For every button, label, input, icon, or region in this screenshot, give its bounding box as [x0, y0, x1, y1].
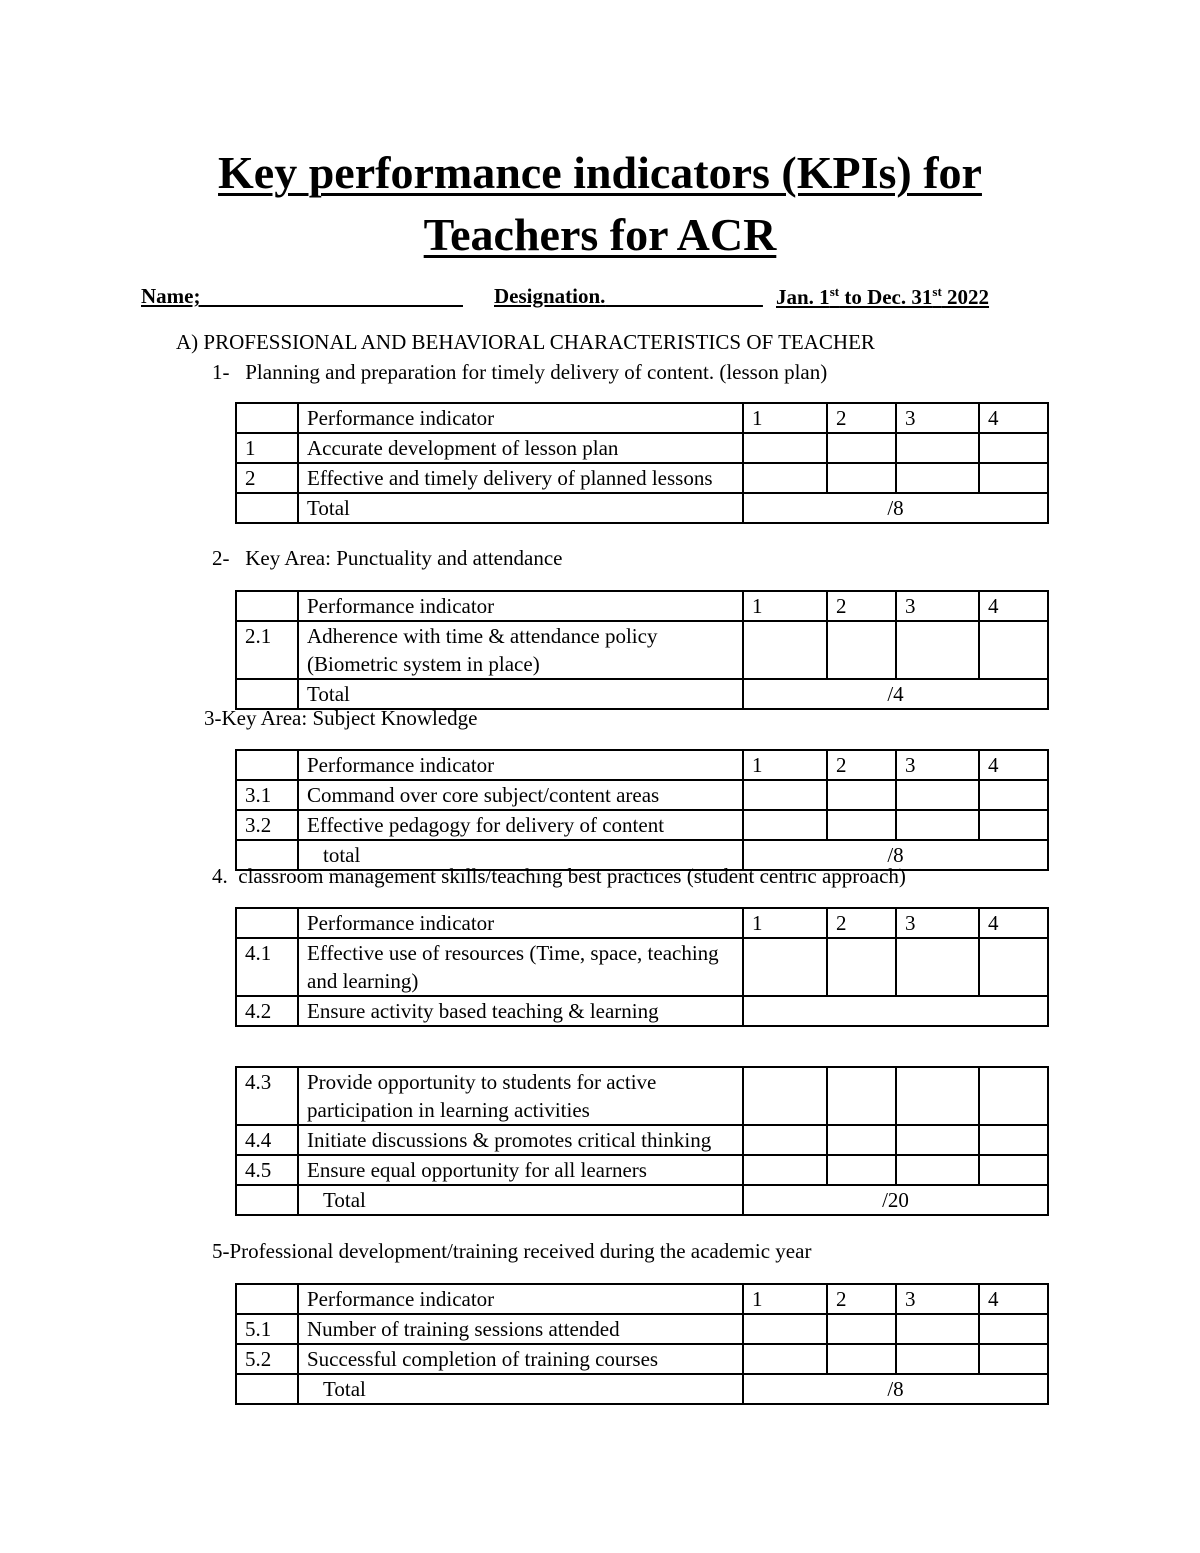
total-value: /8	[743, 1374, 1048, 1404]
table-cell	[236, 493, 298, 523]
name-field-label: Name;	[141, 284, 201, 308]
column-header-score-3: 3	[896, 908, 979, 938]
total-label: Total	[298, 1374, 743, 1404]
total-label: total	[298, 840, 743, 870]
total-label: Total	[298, 1185, 743, 1215]
column-header-score-4: 4	[979, 591, 1048, 621]
column-header-indicator: Performance indicator	[298, 908, 743, 938]
total-label: Total	[298, 493, 743, 523]
table-cell	[236, 908, 298, 938]
area-3-table	[235, 749, 1049, 871]
table-cell	[236, 1374, 298, 1404]
indicator-text: Accurate development of lesson plan	[298, 433, 743, 463]
document-title-line-2: Teachers for ACR	[423, 209, 777, 260]
table-cell	[236, 591, 298, 621]
table-cell	[236, 403, 298, 433]
table-header-row	[236, 750, 1048, 780]
column-header-score-1: 1	[743, 908, 827, 938]
total-value: /20	[743, 1185, 1048, 1215]
indicator-text: Successful completion of training courses	[298, 1344, 743, 1374]
row-number: 4.5	[236, 1155, 298, 1185]
column-header-indicator: Performance indicator	[298, 403, 743, 433]
table-row	[236, 780, 1048, 810]
score-cell[interactable]	[896, 1125, 979, 1155]
score-cell[interactable]	[827, 1344, 896, 1374]
score-cell[interactable]	[979, 780, 1048, 810]
column-header-score-4: 4	[979, 750, 1048, 780]
table-cell	[236, 1185, 298, 1215]
score-cell[interactable]	[979, 1125, 1048, 1155]
table-header-row	[236, 591, 1048, 621]
table-header-row	[236, 403, 1048, 433]
column-header-score-2: 2	[827, 403, 896, 433]
area-2-table	[235, 590, 1049, 710]
indicator-text: Effective pedagogy for delivery of content	[298, 810, 743, 840]
total-row	[236, 493, 1048, 523]
indicator-text: Adherence with time & attendance policy (Biometric system in place)	[298, 621, 743, 679]
table-row	[236, 1344, 1048, 1374]
score-cell[interactable]	[743, 1344, 827, 1374]
row-number: 4.3	[236, 1067, 298, 1125]
area-1-heading: 1- Planning and preparation for timely delivery of content. (lesson plan)	[212, 360, 828, 384]
column-header-score-2: 2	[827, 750, 896, 780]
table-row	[236, 463, 1048, 493]
table-row	[236, 996, 1048, 1026]
area-2-heading: 2- Key Area: Punctuality and attendance	[212, 546, 563, 570]
score-cell[interactable]	[827, 1155, 896, 1185]
table-header-row	[236, 908, 1048, 938]
area-3-heading: 3-Key Area: Subject Knowledge	[204, 706, 478, 730]
score-cell[interactable]	[743, 1067, 827, 1125]
row-number: 2.1	[236, 621, 298, 679]
document-title-line-1: Key performance indicators (KPIs) for	[218, 147, 982, 198]
score-cell[interactable]	[979, 621, 1048, 679]
column-header-score-2: 2	[827, 1284, 896, 1314]
row-number: 4.4	[236, 1125, 298, 1155]
column-header-score-2: 2	[827, 591, 896, 621]
row-number: 3.1	[236, 780, 298, 810]
total-value: /8	[743, 840, 1048, 870]
score-cell[interactable]	[743, 1155, 827, 1185]
total-label: Total	[298, 679, 743, 709]
score-cell[interactable]	[827, 810, 896, 840]
column-header-score-3: 3	[896, 750, 979, 780]
row-number: 5.1	[236, 1314, 298, 1344]
column-header-score-3: 3	[896, 403, 979, 433]
score-cell[interactable]	[743, 996, 1048, 1026]
area-5-table	[235, 1283, 1049, 1405]
indicator-text: Effective and timely delivery of planned lessons	[298, 463, 743, 493]
score-cell[interactable]	[979, 1314, 1048, 1344]
score-cell[interactable]	[896, 1344, 979, 1374]
score-cell[interactable]	[896, 1155, 979, 1185]
indicator-text: Ensure activity based teaching & learning	[298, 996, 743, 1026]
score-cell[interactable]	[979, 1155, 1048, 1185]
score-cell[interactable]	[979, 810, 1048, 840]
column-header-indicator: Performance indicator	[298, 750, 743, 780]
score-cell[interactable]	[827, 1125, 896, 1155]
total-value: /8	[743, 493, 1048, 523]
table-cell	[236, 1284, 298, 1314]
row-number: 2	[236, 463, 298, 493]
indicator-text: Effective use of resources (Time, space, teaching and learning)	[298, 938, 743, 996]
column-header-score-1: 1	[743, 403, 827, 433]
score-cell[interactable]	[743, 433, 827, 463]
table-row	[236, 433, 1048, 463]
indicator-text: Ensure equal opportunity for all learners	[298, 1155, 743, 1185]
table-row	[236, 810, 1048, 840]
row-number: 1	[236, 433, 298, 463]
score-cell[interactable]	[743, 463, 827, 493]
score-cell[interactable]	[896, 1067, 979, 1125]
score-cell[interactable]	[827, 780, 896, 810]
score-cell[interactable]	[743, 1125, 827, 1155]
score-cell[interactable]	[743, 1314, 827, 1344]
total-row	[236, 679, 1048, 709]
row-number: 3.2	[236, 810, 298, 840]
score-cell[interactable]	[827, 1314, 896, 1344]
indicator-text: Provide opportunity to students for active participation in learning activities	[298, 1067, 743, 1125]
column-header-score-1: 1	[743, 1284, 827, 1314]
score-cell[interactable]	[827, 463, 896, 493]
score-cell[interactable]	[979, 1344, 1048, 1374]
table-row	[236, 1067, 1048, 1125]
column-header-score-4: 4	[979, 1284, 1048, 1314]
area-4-table-part-2	[235, 1066, 1049, 1216]
score-cell[interactable]	[743, 780, 827, 810]
indicator-text: Command over core subject/content areas	[298, 780, 743, 810]
score-cell[interactable]	[896, 810, 979, 840]
score-cell[interactable]	[979, 463, 1048, 493]
period-label: Jan. 1st to Dec. 31st 2022	[776, 284, 990, 309]
column-header-score-3: 3	[896, 1284, 979, 1314]
column-header-indicator: Performance indicator	[298, 1284, 743, 1314]
area-4-heading: 4. classroom management skills/teaching best practices (student centric approach)	[212, 864, 906, 888]
score-cell[interactable]	[827, 433, 896, 463]
score-cell[interactable]	[827, 938, 896, 996]
total-row	[236, 1374, 1048, 1404]
table-row	[236, 938, 1048, 996]
table-row	[236, 1125, 1048, 1155]
section-a-heading: A) PROFESSIONAL AND BEHAVIORAL CHARACTERISTICS OF TEACHER	[176, 330, 875, 354]
area-5-heading: 5-Professional development/training received during the academic year	[212, 1239, 812, 1263]
table-cell	[236, 679, 298, 709]
area-4-table-part-1	[235, 907, 1049, 1027]
row-number: 5.2	[236, 1344, 298, 1374]
column-header-score-2: 2	[827, 908, 896, 938]
row-number: 4.2	[236, 996, 298, 1026]
table-row	[236, 1314, 1048, 1344]
table-cell	[236, 750, 298, 780]
designation-field-label: Designation.	[494, 284, 606, 308]
score-cell[interactable]	[743, 810, 827, 840]
indicator-text: Initiate discussions & promotes critical thinking	[298, 1125, 743, 1155]
table-row	[236, 1155, 1048, 1185]
score-cell[interactable]	[896, 621, 979, 679]
indicator-text: Number of training sessions attended	[298, 1314, 743, 1344]
table-row	[236, 621, 1048, 679]
score-cell[interactable]	[896, 938, 979, 996]
score-cell[interactable]	[896, 1314, 979, 1344]
area-1-table	[235, 402, 1049, 524]
score-cell[interactable]	[743, 621, 827, 679]
score-cell[interactable]	[896, 780, 979, 810]
score-cell[interactable]	[896, 433, 979, 463]
total-row	[236, 1185, 1048, 1215]
column-header-score-1: 1	[743, 591, 827, 621]
column-header-score-1: 1	[743, 750, 827, 780]
total-value: /4	[743, 679, 1048, 709]
score-cell[interactable]	[827, 1067, 896, 1125]
column-header-score-4: 4	[979, 908, 1048, 938]
score-cell[interactable]	[979, 938, 1048, 996]
score-cell[interactable]	[979, 433, 1048, 463]
score-cell[interactable]	[896, 463, 979, 493]
row-number: 4.1	[236, 938, 298, 996]
column-header-score-3: 3	[896, 591, 979, 621]
score-cell[interactable]	[979, 1067, 1048, 1125]
column-header-indicator: Performance indicator	[298, 591, 743, 621]
score-cell[interactable]	[827, 621, 896, 679]
table-header-row	[236, 1284, 1048, 1314]
score-cell[interactable]	[743, 938, 827, 996]
column-header-score-4: 4	[979, 403, 1048, 433]
